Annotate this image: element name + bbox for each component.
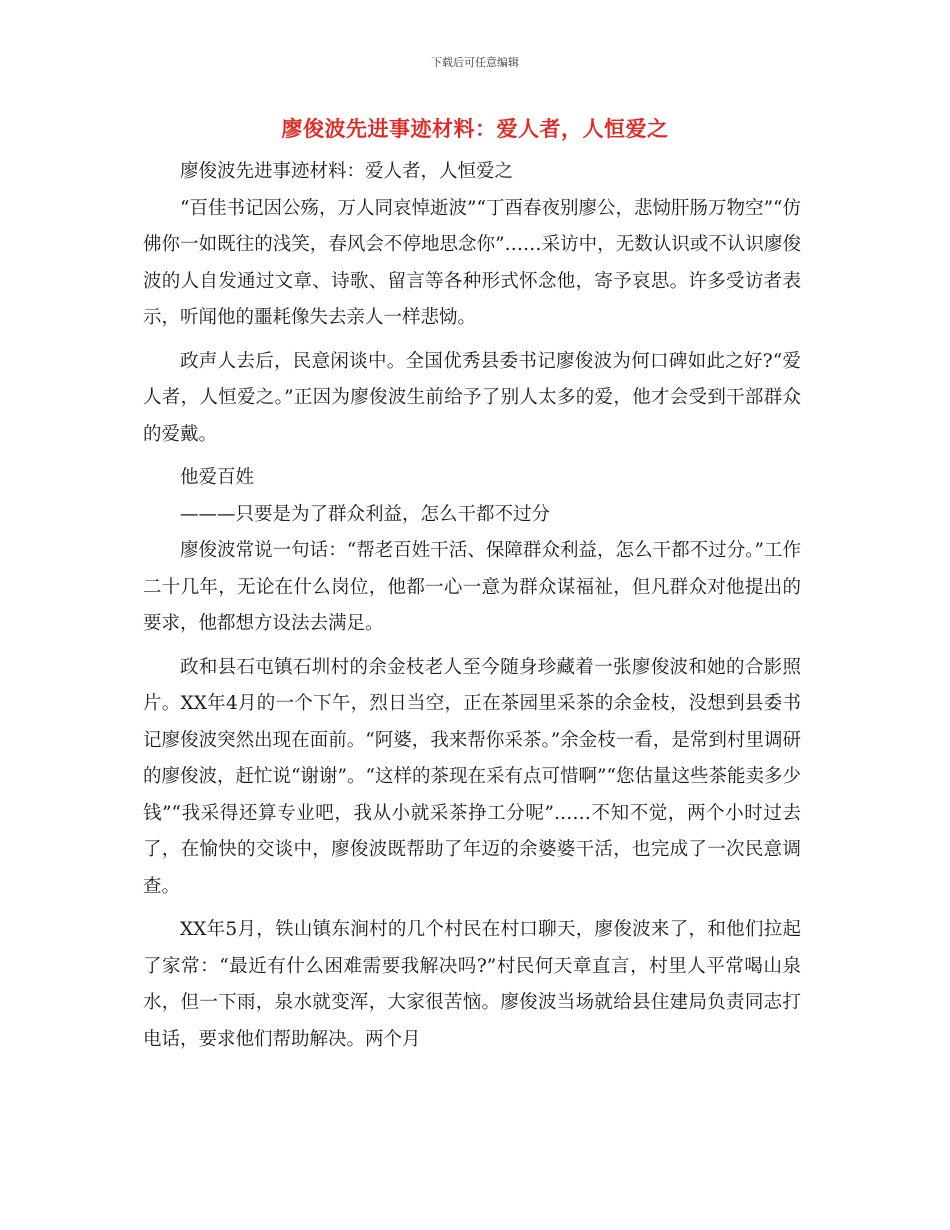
section-heading: 他爱百姓 xyxy=(180,467,255,488)
paragraph: “百佳书记因公殇，万人同哀悼逝波”“丁酉春夜别廖公，悲恸肝肠万物空”“仿佛你一如既往的浅笑，春风会不停地思念你”……采访中，无数认识或不认识廖俊波的人自发通过文章、诗歌、留言等各种形式怀念他，寄予哀思。许多受访者表示，听闻他的噩耗像失去亲人一样悲恸。 xyxy=(143,197,801,328)
paragraph: 政和县石屯镇石圳村的余金枝老人至今随身珍藏着一张廖俊波和她的合影照片。XX年4月的一个下午，烈日当空，正在茶园里采茶的余金枝，没想到县委书记廖俊波突然出现在面前。“阿婆，我来帮你采茶。”余金枝一看，是常到村里调研的廖俊波，赶忙说“谢谢”。“这样的茶现在采有点可惜啊”“您估量这些茶能卖多少钱”“我采得还算专业吧，我从小就采茶挣工分呢”……不知不觉，两个小时过去了，在愉快的交谈中，廖俊波既帮助了年迈的余婆婆干活，也完成了一次民意调查。 xyxy=(143,656,801,897)
paragraph: 廖俊波常说一句话：“帮老百姓干活、保障群众利益，怎么干都不过分。”工作二十几年，无论在什么岗位，他都一心一意为群众谋福祉，但凡群众对他提出的要求，他都想方设法去满足。 xyxy=(143,540,801,634)
page-header-note: 下载后可任意编辑 xyxy=(431,56,519,69)
section-subheading: ———只要是为了群众利益，怎么干都不过分 xyxy=(180,503,551,525)
paragraph: 廖俊波先进事迹材料：爱人者，人恒爱之 xyxy=(180,161,514,182)
paragraph: XX年5月，铁山镇东涧村的几个村民在村口聊天，廖俊波来了，和他们拉起了家常：“最近有什么困难需要我解决吗?”村民何天章直言，村里人平常喝山泉水，但一下雨，泉水就变浑，大家很苦恼。廖俊波当场就给县住建局负责同志打电话，要求他们帮助解决。两个月 xyxy=(143,919,801,1050)
paragraph: 政声人去后，民意闲谈中。全国优秀县委书记廖俊波为何口碑如此之好?“爱人者，人恒爱之。”正因为廖俊波生前给予了别人太多的爱，他才会受到干部群众的爱戴。 xyxy=(143,350,801,445)
document-title: 廖俊波先进事迹材料：爱人者，人恒爱之 xyxy=(281,117,669,141)
document-body xyxy=(143,154,801,1058)
